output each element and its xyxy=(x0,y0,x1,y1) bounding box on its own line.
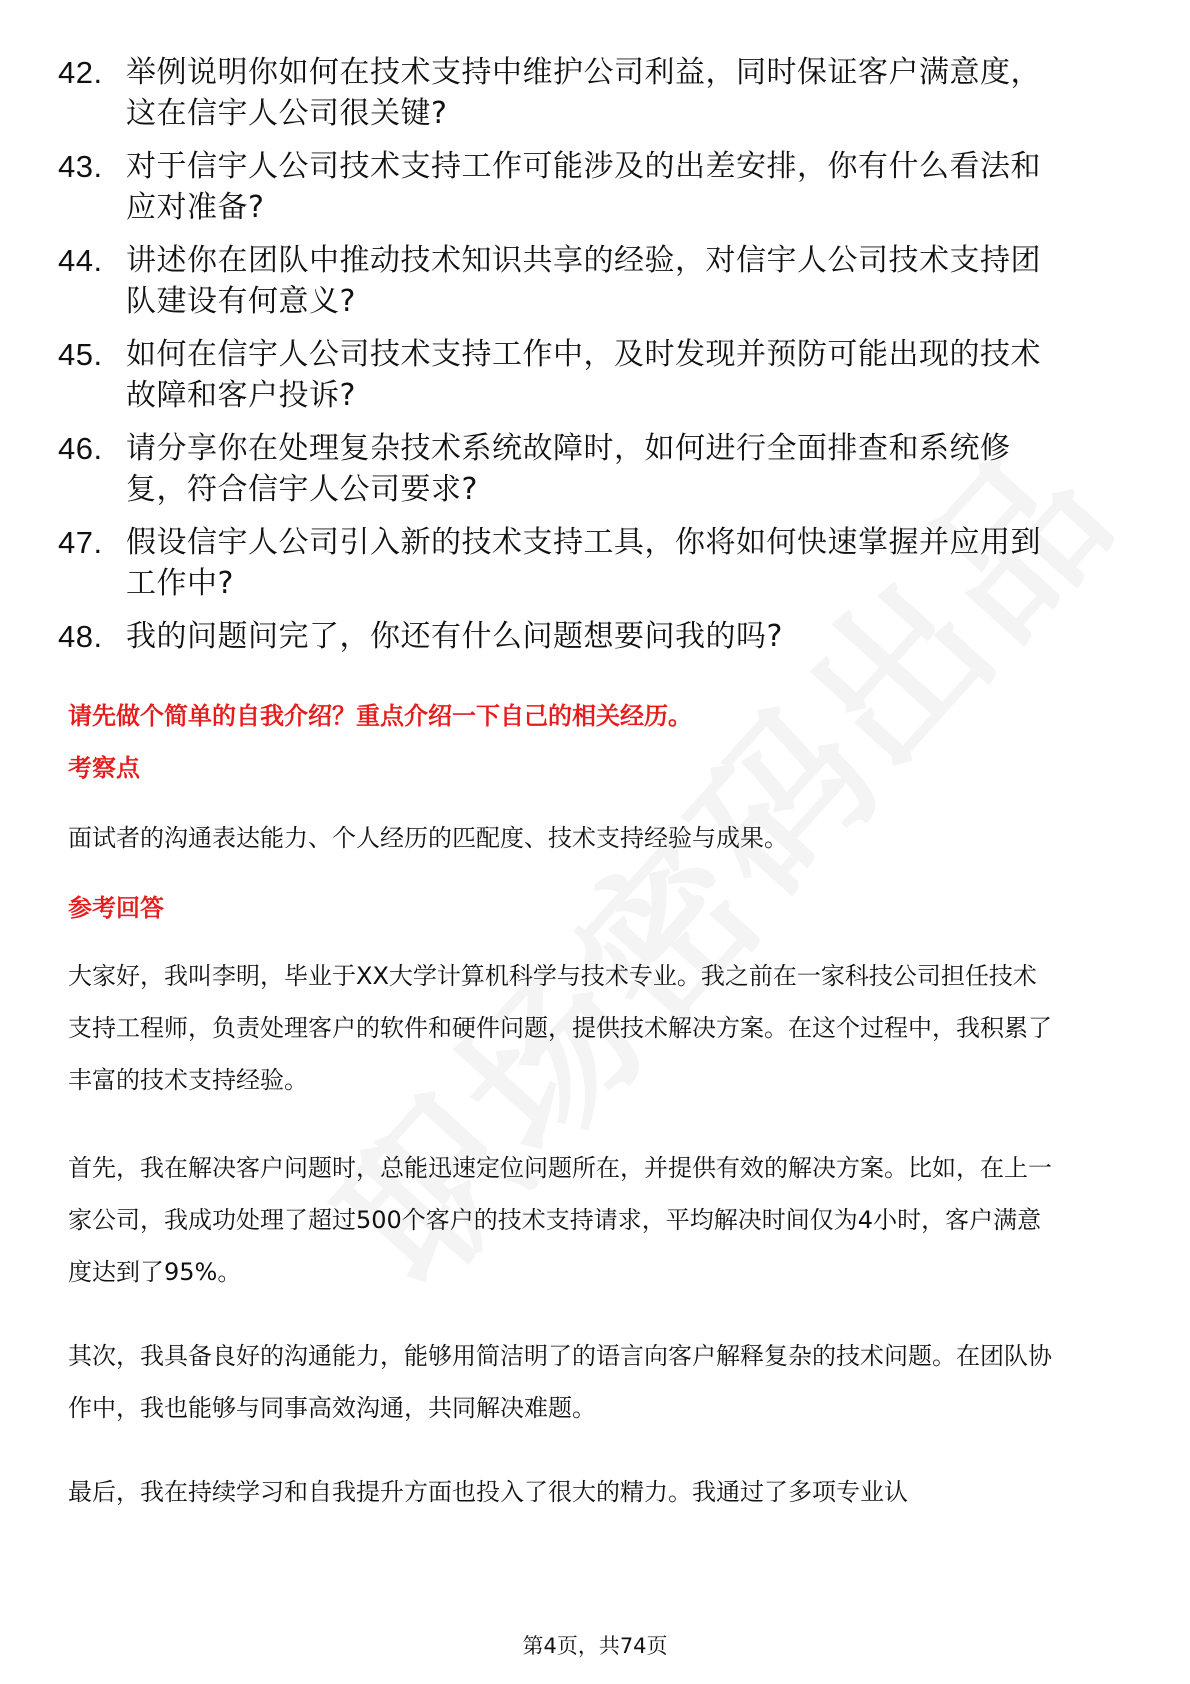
question-item xyxy=(58,52,1118,134)
reference-answer-label: 参考回答 xyxy=(68,894,164,922)
question-number: 48. xyxy=(58,619,103,654)
question-item xyxy=(58,146,1118,228)
question-number: 44. xyxy=(58,243,103,278)
question-item xyxy=(58,334,1118,416)
question-text: 假设信宇人公司引入新的技术支持工具，你将如何快速掌握并应用到工作中? xyxy=(126,525,1041,601)
answer-paragraph: 首先，我在解决客户问题时，总能迅速定位问题所在，并提供有效的解决方案。比如，在上一家公司，我成功处理了超过500个客户的技术支持请求，平均解决时间仅为4小时，客户满意度达到了95%。 xyxy=(68,1154,1052,1286)
answer-paragraph: 大家好，我叫李明，毕业于XX大学计算机科学与技术专业。我之前在一家科技公司担任技术支持工程师，负责处理客户的软件和硬件问题，提供技术解决方案。在这个过程中，我积累了丰富的技术支持经验。 xyxy=(68,962,1052,1094)
question-number: 46. xyxy=(58,431,103,466)
question-text: 对于信宇人公司技术支持工作可能涉及的出差安排，你有什么看法和应对准备? xyxy=(126,149,1041,225)
question-text: 如何在信宇人公司技术支持工作中，及时发现并预防可能出现的技术故障和客户投诉? xyxy=(126,337,1041,413)
question-number: 42. xyxy=(58,55,103,90)
answer-paragraph: 最后，我在持续学习和自我提升方面也投入了很大的精力。我通过了多项专业认 xyxy=(68,1478,908,1506)
answer-paragraph: 其次，我具备良好的沟通能力，能够用简洁明了的语言向客户解释复杂的技术问题。在团队协作中，我也能够与同事高效沟通，共同解决难题。 xyxy=(68,1342,1052,1422)
question-text: 举例说明你如何在技术支持中维护公司利益，同时保证客户满意度，这在信宇人公司很关键? xyxy=(126,55,1041,131)
question-number: 45. xyxy=(58,337,103,372)
question-item xyxy=(58,616,1118,657)
question-text: 讲述你在团队中推动技术知识共享的经验，对信宇人公司技术支持团队建设有何意义? xyxy=(126,243,1041,319)
question-list xyxy=(58,52,1118,669)
question-item xyxy=(58,240,1118,322)
focus-text: 面试者的沟通表达能力、个人经历的匹配度、技术支持经验与成果。 xyxy=(68,824,788,852)
question-item xyxy=(58,522,1118,604)
question-item xyxy=(58,428,1118,510)
answer-question-heading: 请先做个简单的自我介绍？重点介绍一下自己的相关经历。 xyxy=(68,702,692,730)
question-text: 我的问题问完了，你还有什么问题想要问我的吗? xyxy=(126,619,783,654)
page-number-footer: 第4页，共74页 xyxy=(522,1634,668,1658)
focus-label: 考察点 xyxy=(68,754,140,782)
question-number: 43. xyxy=(58,149,103,184)
question-number: 47. xyxy=(58,525,103,560)
question-text: 请分享你在处理复杂技术系统故障时，如何进行全面排查和系统修复，符合信宇人公司要求? xyxy=(126,431,1011,507)
